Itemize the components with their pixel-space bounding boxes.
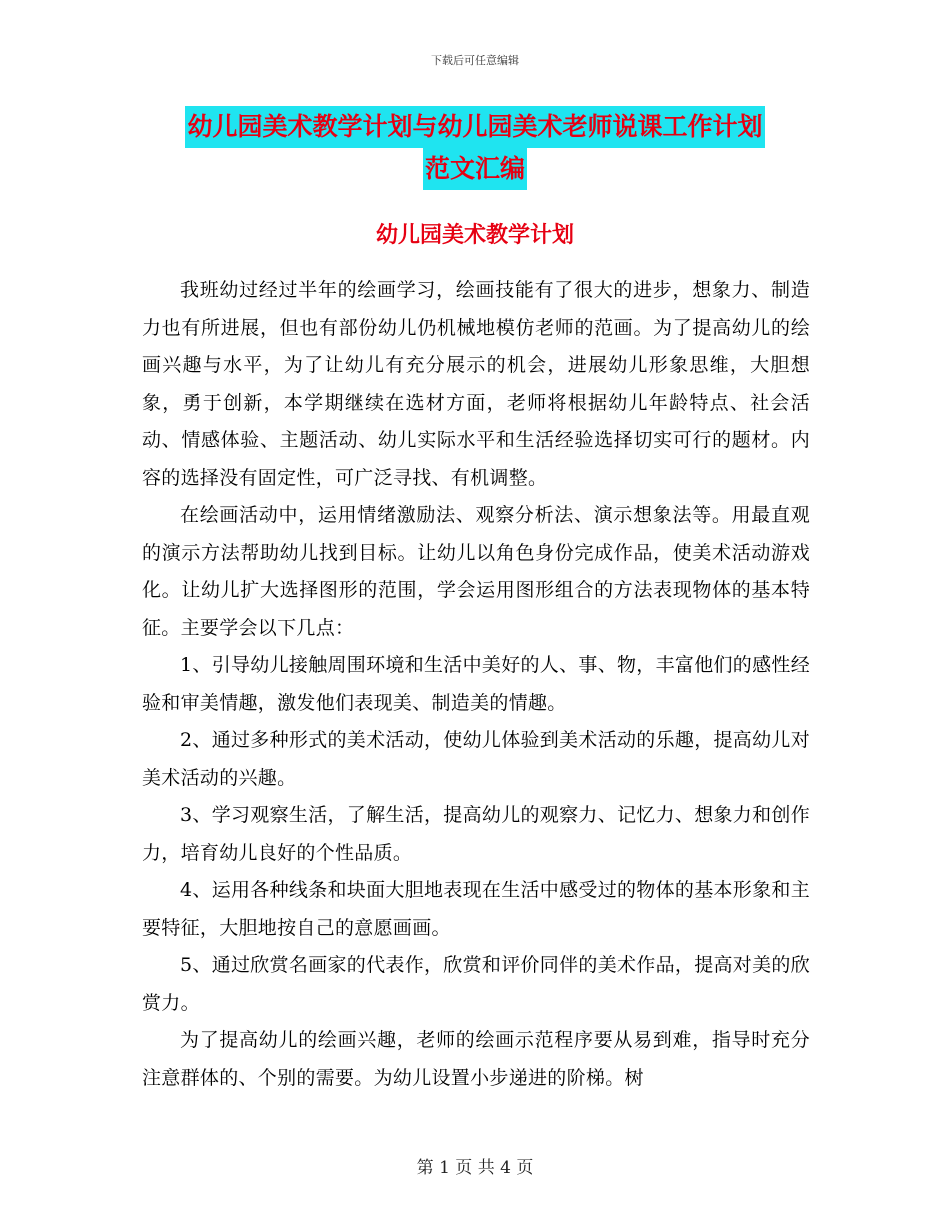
paragraph: 在绘画活动中，运用情绪激励法、观察分析法、演示想象法等。用最直观的演示方法帮助幼儿找到目标。让幼儿以角色身份完成作品，使美术活动游戏化。让幼儿扩大选择图形的范围，学会运用图形组合的方法表现物体的基本特征。主要学会以下几点： xyxy=(142,504,810,639)
list-item: 1、引导幼儿接触周围环境和生活中美好的人、事、物，丰富他们的感性经验和审美情趣，激发他们表现美、制造美的情趣。 xyxy=(142,654,810,714)
page-footer: 第 1 页 共 4 页 xyxy=(416,1158,534,1178)
paragraph: 我班幼过经过半年的绘画学习，绘画技能有了很大的进步，想象力、制造力也有所进展，但也有部份幼儿仍机械地模仿老师的范画。为了提高幼儿的绘画兴趣与水平，为了让幼儿有充分展示的机会，进展幼儿形象思维，大胆想象，勇于创新，本学期继续在选材方面，老师将根据幼儿年龄特点、社会活动、情感体验、主题活动、幼儿实际水平和生活经验选择切实可行的题材。内容的选择没有固定性，可广泛寻找、有机调整。 xyxy=(142,279,810,489)
list-item: 4、运用各种线条和块面大胆地表现在生活中感受过的物体的基本形象和主要特征，大胆地按自己的意愿画画。 xyxy=(142,879,810,939)
header-note: 下载后可任意编辑 xyxy=(431,54,519,67)
section-title: 幼儿园美术教学计划 xyxy=(375,223,574,248)
title-line-2: 范文汇编 xyxy=(423,148,527,190)
document-body xyxy=(142,272,810,1097)
list-item: 5、通过欣赏名画家的代表作，欣赏和评价同伴的美术作品，提高对美的欣赏力。 xyxy=(142,954,810,1014)
title-line-1: 幼儿园美术教学计划与幼儿园美术老师说课工作计划 xyxy=(185,106,764,148)
list-item: 2、通过多种形式的美术活动，使幼儿体验到美术活动的乐趣，提高幼儿对美术活动的兴趣。 xyxy=(142,729,810,789)
list-item: 3、学习观察生活，了解生活，提高幼儿的观察力、记忆力、想象力和创作力，培育幼儿良好的个性品质。 xyxy=(142,804,810,864)
document-title xyxy=(130,106,820,190)
paragraph: 为了提高幼儿的绘画兴趣，老师的绘画示范程序要从易到难，指导时充分注意群体的、个别的需要。为幼儿设置小步递进的阶梯。树 xyxy=(142,1029,810,1089)
